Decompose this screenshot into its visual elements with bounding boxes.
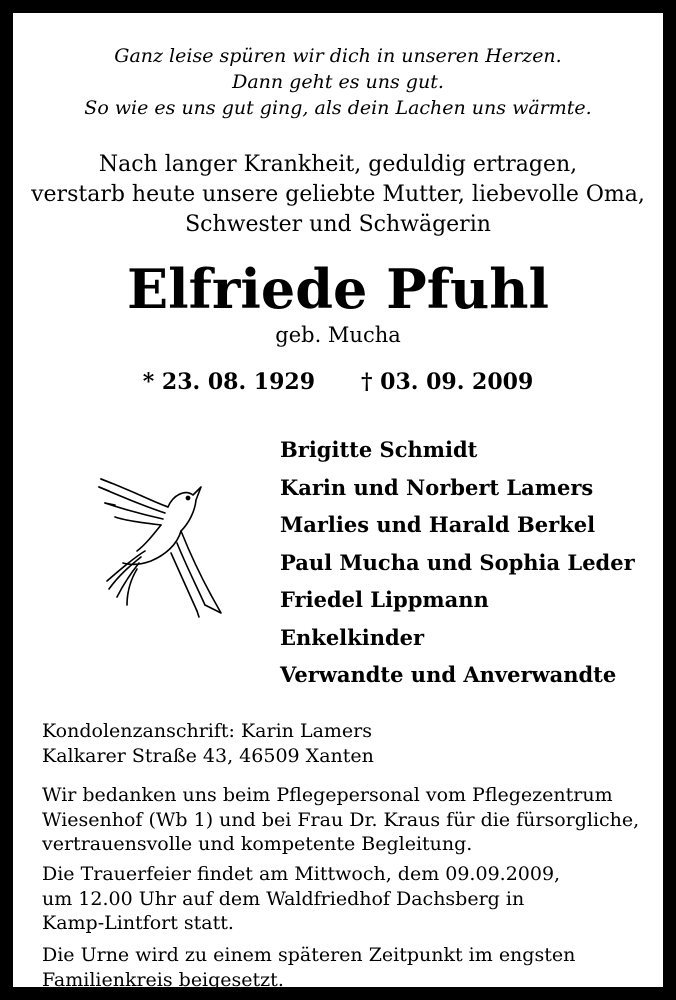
deceased-name: Elfriede Pfuhl xyxy=(126,257,549,321)
thanks-line: vertrauensvolle und kompetente Begleitung. xyxy=(42,833,473,855)
mourners-list xyxy=(280,431,660,694)
urn-line: Familienkreis beigesetzt. xyxy=(42,968,284,991)
contact-line: Kondolenzanschrift: Karin Lamers xyxy=(42,720,372,742)
announcement-intro xyxy=(13,150,663,240)
thanks-paragraph xyxy=(42,783,662,857)
mourner-entry: Enkelkinder xyxy=(280,624,425,650)
intro-line: Nach langer Krankheit, geduldig ertragen, xyxy=(98,152,578,177)
urn-line: Die Urne wird zu einem späteren Zeitpunkt im engsten xyxy=(42,944,576,966)
mourner-entry: Paul Mucha und Sophia Leder xyxy=(280,549,635,575)
thanks-line: Wir bedanken uns beim Pflegepersonal vom Pflegezentrum xyxy=(42,784,613,806)
death-date: † 03. 09. 2009 xyxy=(360,369,534,395)
mourner-entry: Verwandte und Anverwandte xyxy=(280,662,617,687)
intro-line: Schwester und Schwägerin xyxy=(185,212,491,237)
dove-icon xyxy=(85,465,235,620)
poem-line: Dann geht es uns gut. xyxy=(232,71,444,93)
condolence-address xyxy=(42,719,662,768)
birth-name: geb. Mucha xyxy=(275,323,401,347)
poem-line: So wie es uns gut ging, als dein Lachen uns wärmte. xyxy=(84,97,592,119)
mourner-entry: Karin und Norbert Lamers xyxy=(280,474,594,500)
birth-date: * 23. 08. 1929 xyxy=(142,369,316,395)
contact-line: Kalkarer Straße 43, 46509 Xanten xyxy=(42,744,374,767)
funeral-line: Die Trauerfeier findet am Mittwoch, dem 09.09.2009, xyxy=(42,863,561,885)
poem-verse xyxy=(13,43,663,121)
urn-paragraph xyxy=(42,943,662,992)
mourner-entry: Marlies und Harald Berkel xyxy=(280,512,596,537)
thanks-line: Wiesenhof (Wb 1) und bei Frau Dr. Kraus für die fürsorgliche, xyxy=(42,808,640,831)
funeral-line: Kamp-Lintfort statt. xyxy=(42,912,234,934)
funeral-line: um 12.00 Uhr auf dem Waldfriedhof Dachsberg in xyxy=(42,887,525,910)
mourner-entry: Brigitte Schmidt xyxy=(280,437,478,462)
intro-line: verstarb heute unsere geliebte Mutter, liebevolle Oma, xyxy=(31,182,645,207)
funeral-paragraph xyxy=(42,862,662,936)
life-dates xyxy=(13,367,663,397)
mourner-entry: Friedel Lippmann xyxy=(280,587,489,612)
poem-line: Ganz leise spüren wir dich in unseren Herzen. xyxy=(114,45,562,67)
